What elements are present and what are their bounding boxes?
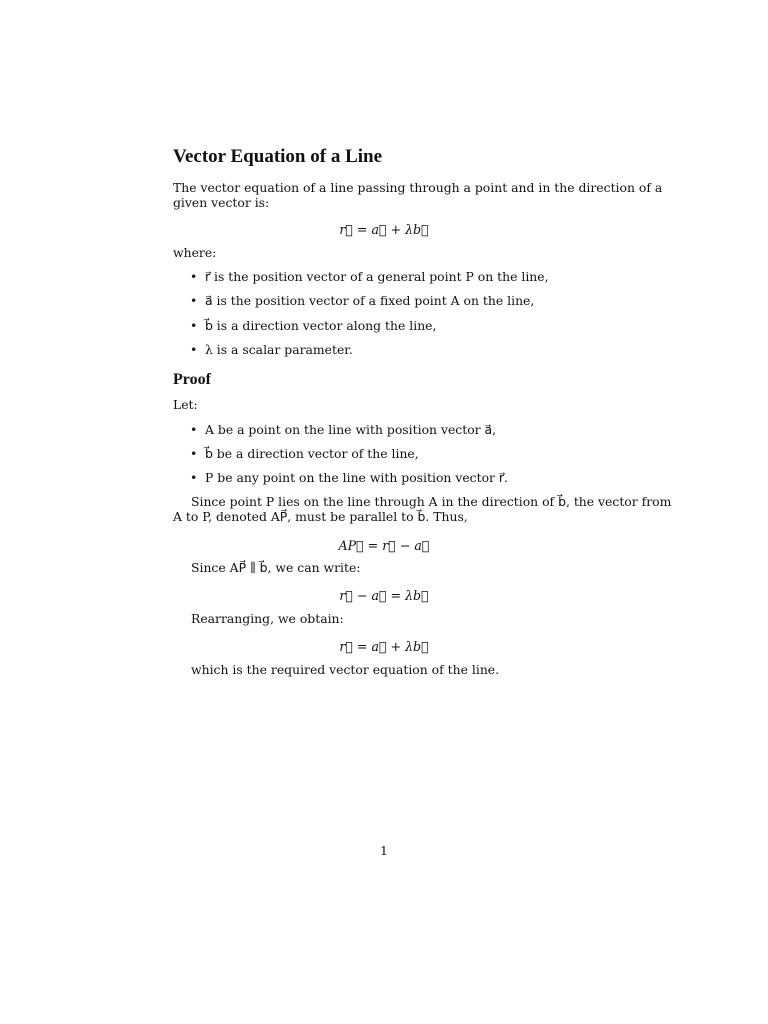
bullet-icon: • (190, 470, 198, 485)
paragraph-3: Rearranging, we obtain: (191, 611, 344, 626)
equation-final: r⃗ = a⃗ + λb⃗ (339, 639, 429, 654)
equation-main: r⃗ = a⃗ + λb⃗ (339, 222, 429, 237)
bullet-icon: • (190, 342, 198, 357)
bullet-icon: • (190, 269, 198, 284)
assumption-item: P be any point on the line with position vector r⃗. (205, 470, 508, 485)
bullet-icon: • (190, 446, 198, 461)
where-label: where: (173, 245, 217, 260)
definition-item: r⃗ is the position vector of a general point P on the line, (205, 269, 549, 284)
paragraph-4: which is the required vector equation of the line. (191, 662, 500, 677)
intro-line-1: The vector equation of a line passing through a point and in the direction of a (173, 180, 663, 195)
intro-line-2: given vector is: (173, 195, 270, 210)
bullet-icon: • (190, 318, 198, 333)
assumption-item: b⃗ be a direction vector of the line, (205, 446, 419, 461)
page-title: Vector Equation of a Line (173, 146, 383, 167)
let-label: Let: (173, 397, 198, 412)
assumption-item: A be a point on the line with position vector a⃗, (205, 422, 497, 437)
bullet-icon: • (190, 422, 198, 437)
equation-lambda: r⃗ − a⃗ = λb⃗ (339, 588, 429, 603)
definition-item: λ is a scalar parameter. (205, 342, 353, 357)
section-heading-proof: Proof (173, 371, 211, 388)
bullet-icon: • (190, 293, 198, 308)
paragraph-1-line-2: A to P, denoted AP⃗, must be parallel to b⃗. Thus, (173, 509, 468, 524)
equation-ap: AP⃗ = r⃗ − a⃗ (338, 538, 430, 553)
page-number: 1 (380, 843, 388, 858)
definition-item: b⃗ is a direction vector along the line, (205, 318, 437, 333)
paragraph-2: Since AP⃗ ∥ b⃗, we can write: (191, 560, 361, 575)
definition-item: a⃗ is the position vector of a fixed point A on the line, (205, 293, 535, 308)
paragraph-1-line-1: Since point P lies on the line through A in the direction of b⃗, the vector from (191, 494, 672, 509)
